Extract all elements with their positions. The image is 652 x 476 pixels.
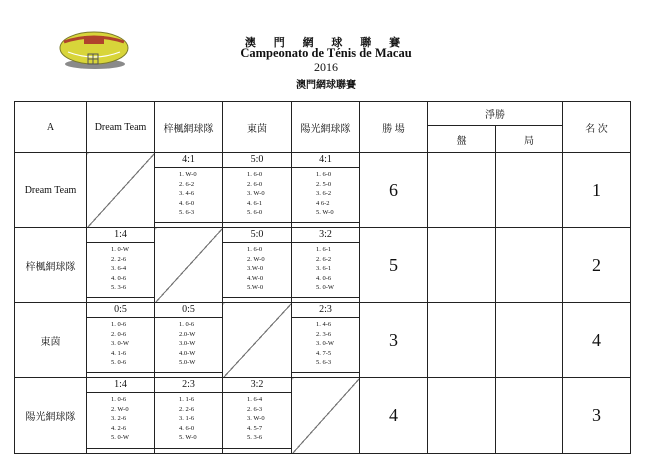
set-scores bbox=[292, 245, 359, 298]
set-score: 4.0-W bbox=[179, 349, 196, 357]
self-match-cell bbox=[292, 378, 360, 454]
set-score: 5. W-0 bbox=[179, 434, 197, 441]
rank-cell: 3 bbox=[563, 378, 631, 454]
match-score: 5:0 bbox=[223, 228, 291, 243]
set-score: 2. W-0 bbox=[247, 255, 265, 263]
net-sets-cell bbox=[428, 228, 496, 303]
results-table bbox=[14, 101, 631, 454]
set-score: 3. 4-6 bbox=[179, 190, 195, 197]
set-score: 2. W-0 bbox=[111, 405, 129, 413]
set-score: 3. 6-2 bbox=[316, 190, 332, 197]
set-score: 1. 1-6 bbox=[179, 396, 195, 403]
set-score: 5.W-0 bbox=[247, 284, 264, 291]
set-score: 5. 6-0 bbox=[247, 209, 263, 216]
match-cell bbox=[223, 228, 292, 303]
set-score: 1. 6-4 bbox=[247, 396, 263, 403]
set-scores bbox=[155, 170, 222, 223]
set-score: 4 6-2 bbox=[316, 199, 330, 207]
set-score: 1. 0-6 bbox=[179, 321, 195, 328]
set-score: 5. 3-6 bbox=[247, 434, 263, 441]
set-scores bbox=[87, 395, 154, 449]
match-score: 4:1 bbox=[292, 153, 359, 168]
set-score: 5. 0-6 bbox=[111, 359, 127, 366]
title-chinese: 澳 門 網 球 聯 賽 bbox=[244, 36, 408, 49]
corner-header: A bbox=[15, 102, 87, 153]
match-score: 1:4 bbox=[87, 228, 154, 243]
set-scores bbox=[155, 320, 222, 373]
set-score: 1. 6-0 bbox=[247, 171, 263, 178]
table-row bbox=[15, 378, 631, 454]
set-score: 3. 6-1 bbox=[316, 265, 332, 272]
wins-header: 勝 場 bbox=[360, 102, 428, 153]
row-team-name: 梓楓網球隊 bbox=[15, 228, 87, 303]
rank-header: 名 次 bbox=[563, 102, 631, 153]
match-score: 2:3 bbox=[155, 378, 222, 393]
col-header-team-4: 陽光網球隊 bbox=[292, 102, 360, 153]
set-score: 2.0-W bbox=[179, 330, 196, 338]
set-score: 2. 6-2 bbox=[316, 255, 332, 263]
set-score: 3. 0-W bbox=[111, 340, 130, 347]
set-score: 1. 6-0 bbox=[247, 246, 263, 253]
set-score: 5.0-W bbox=[179, 359, 196, 366]
set-scores bbox=[223, 170, 291, 223]
table-row bbox=[15, 303, 631, 378]
match-cell bbox=[292, 228, 360, 303]
set-score: 3. 0-W bbox=[316, 340, 335, 347]
set-score: 4. 5-7 bbox=[247, 424, 263, 432]
set-score: 2. 2-6 bbox=[111, 255, 127, 263]
set-score: 2. 6-2 bbox=[179, 180, 195, 188]
self-match-cell bbox=[87, 153, 155, 228]
rank-cell: 4 bbox=[563, 303, 631, 378]
set-score: 1. 6-0 bbox=[316, 171, 332, 178]
year: 2016 bbox=[314, 60, 338, 74]
row-team-name: Dream Team bbox=[15, 153, 87, 228]
games-header: 局 bbox=[496, 126, 563, 153]
set-score: 3. 6-4 bbox=[111, 265, 127, 272]
table-row bbox=[15, 153, 631, 228]
set-score: 3.0-W bbox=[179, 340, 196, 347]
set-score: 1. 0-W bbox=[111, 246, 130, 253]
wins-cell: 6 bbox=[360, 153, 428, 228]
set-scores bbox=[87, 320, 154, 373]
set-score: 3. 2-6 bbox=[111, 415, 127, 422]
set-score: 2. 5-0 bbox=[316, 180, 332, 188]
set-score: 5. 0-W bbox=[111, 434, 130, 441]
set-scores bbox=[155, 395, 222, 449]
match-score: 2:3 bbox=[292, 303, 359, 318]
match-cell bbox=[223, 378, 292, 454]
set-score: 1. W-0 bbox=[179, 171, 197, 178]
set-score: 4.W-0 bbox=[247, 274, 264, 282]
self-match-cell bbox=[223, 303, 292, 378]
set-score: 5. 0-W bbox=[316, 284, 335, 291]
rank-cell: 1 bbox=[563, 153, 631, 228]
table-row bbox=[15, 228, 631, 303]
col-header-team-1: Dream Team bbox=[87, 102, 155, 153]
match-cell bbox=[155, 378, 223, 454]
title-portuguese: Campeonato de Ténis de Macau bbox=[240, 46, 412, 60]
match-cell bbox=[155, 303, 223, 378]
net-games-cell bbox=[496, 303, 563, 378]
set-score: 1. 4-6 bbox=[316, 321, 332, 328]
set-score: 1. 0-6 bbox=[111, 396, 127, 403]
match-cell bbox=[292, 303, 360, 378]
match-score: 5:0 bbox=[223, 153, 291, 168]
set-scores bbox=[87, 245, 154, 298]
set-score: 4. 6-0 bbox=[179, 199, 195, 207]
set-score: 3. 1-6 bbox=[179, 415, 195, 422]
net-games-cell bbox=[496, 378, 563, 454]
match-score: 0:5 bbox=[155, 303, 222, 318]
net-games-cell bbox=[496, 228, 563, 303]
set-score: 4. 2-6 bbox=[111, 424, 127, 432]
col-header-team-2: 梓楓網球隊 bbox=[155, 102, 223, 153]
match-score: 0:5 bbox=[87, 303, 154, 318]
set-score: 5. 6-3 bbox=[316, 359, 332, 366]
set-score: 4. 6-1 bbox=[247, 199, 263, 207]
set-score: 1. 0-6 bbox=[111, 321, 127, 328]
match-score: 3:2 bbox=[223, 378, 291, 393]
col-header-team-3: 東茵 bbox=[223, 102, 292, 153]
match-score: 4:1 bbox=[155, 153, 222, 168]
set-scores bbox=[223, 245, 291, 298]
set-score: 4. 7-5 bbox=[316, 349, 332, 357]
row-team-name: 東茵 bbox=[15, 303, 87, 378]
set-score: 4. 6-0 bbox=[179, 424, 195, 432]
match-cell bbox=[155, 153, 223, 228]
set-score: 2. 6-0 bbox=[247, 180, 263, 188]
set-score: 2. 0-6 bbox=[111, 330, 127, 338]
self-match-cell bbox=[155, 228, 223, 303]
match-score: 1:4 bbox=[87, 378, 154, 393]
wins-cell: 3 bbox=[360, 303, 428, 378]
set-score: 5. 3-6 bbox=[111, 284, 127, 291]
set-score: 3. W-0 bbox=[247, 415, 265, 422]
set-score: 5. W-0 bbox=[316, 209, 334, 216]
set-scores bbox=[223, 395, 291, 449]
wins-cell: 4 bbox=[360, 378, 428, 454]
set-score: 5. 6-3 bbox=[179, 209, 195, 216]
match-cell bbox=[87, 378, 155, 454]
set-score: 2. 3-6 bbox=[316, 330, 332, 338]
set-score: 2. 6-3 bbox=[247, 405, 263, 413]
set-scores bbox=[292, 170, 359, 223]
net-games-cell bbox=[496, 153, 563, 228]
match-cell bbox=[223, 153, 292, 228]
match-cell bbox=[87, 228, 155, 303]
rank-cell: 2 bbox=[563, 228, 631, 303]
net-header: 淨勝 bbox=[428, 102, 563, 126]
set-score: 3.W-0 bbox=[247, 265, 264, 272]
set-score: 3. W-0 bbox=[247, 190, 265, 197]
net-sets-cell bbox=[428, 378, 496, 454]
set-score: 1. 6-1 bbox=[316, 246, 332, 253]
match-score: 3:2 bbox=[292, 228, 359, 243]
set-score: 4. 1-6 bbox=[111, 349, 127, 357]
net-sets-cell bbox=[428, 303, 496, 378]
set-scores bbox=[292, 320, 359, 373]
sets-header: 盤 bbox=[428, 126, 496, 153]
row-team-name: 陽光網球隊 bbox=[15, 378, 87, 454]
wins-cell: 5 bbox=[360, 228, 428, 303]
subtitle: 澳門網球聯賽 bbox=[296, 80, 356, 91]
net-sets-cell bbox=[428, 153, 496, 228]
set-score: 4. 0-6 bbox=[111, 274, 127, 282]
match-cell bbox=[87, 303, 155, 378]
set-score: 2. 2-6 bbox=[179, 405, 195, 413]
match-cell bbox=[292, 153, 360, 228]
set-score: 4. 0-6 bbox=[316, 274, 332, 282]
